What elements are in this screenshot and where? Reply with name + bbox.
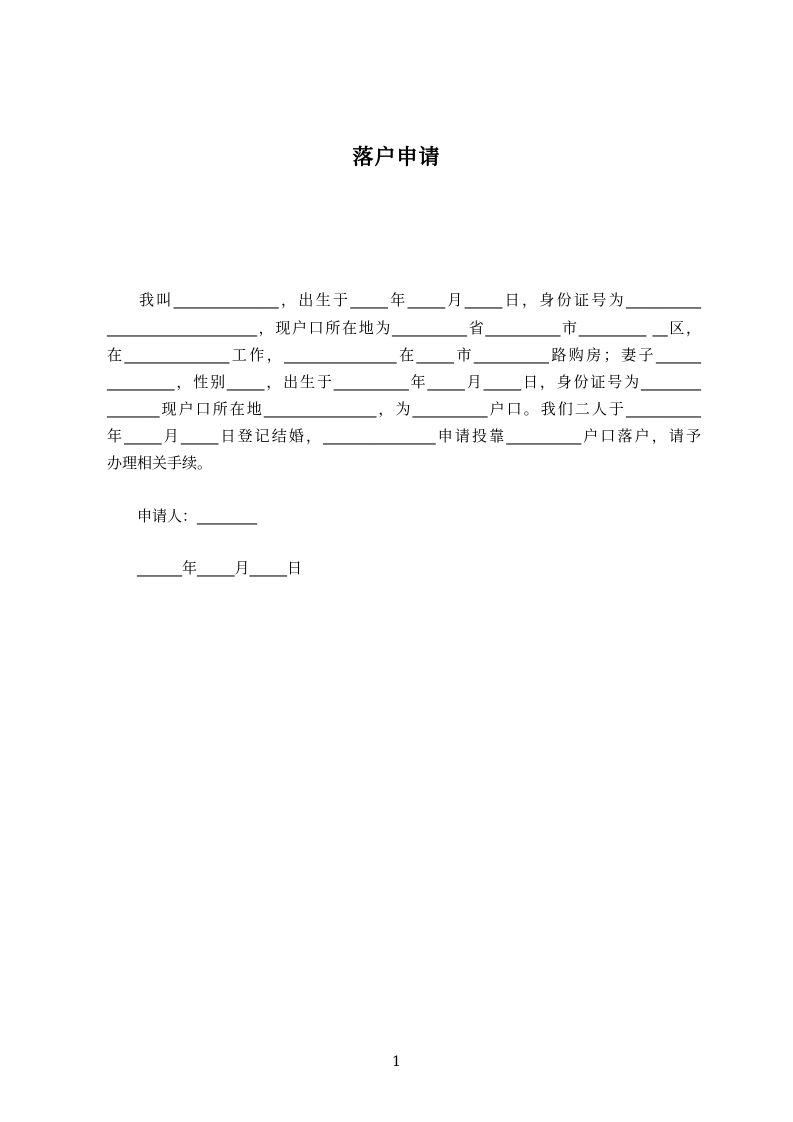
body-line-1: 我叫______________，出生于_____年_____月_____日，身份证号为__________ — [139, 291, 701, 309]
page-number: 1 — [392, 1054, 401, 1070]
body-line-5: _______现户口所在地_______________，为__________户口。我们二人于__________ — [107, 400, 701, 418]
applicant-line: 申请人：________ — [137, 507, 258, 525]
date-line: ______年_____月_____日 — [137, 559, 303, 577]
document-title: 落户申请 — [352, 145, 441, 169]
body-line-7: 办理相关手续。 — [107, 454, 213, 472]
body-line-4: _________，性别_____，出生于__________年_____月_____日，身份证号为________ — [107, 373, 701, 391]
body-line-2: ____________________，现户口所在地为__________省__________市_________ __区， — [107, 319, 701, 337]
body-line-3: 在______________工作，_______________在_____市__________路购房；妻子______ — [107, 346, 701, 364]
body-line-6: 年_____月_____日登记结婚，_______________申请投靠__________户口落户，请予 — [107, 427, 701, 445]
